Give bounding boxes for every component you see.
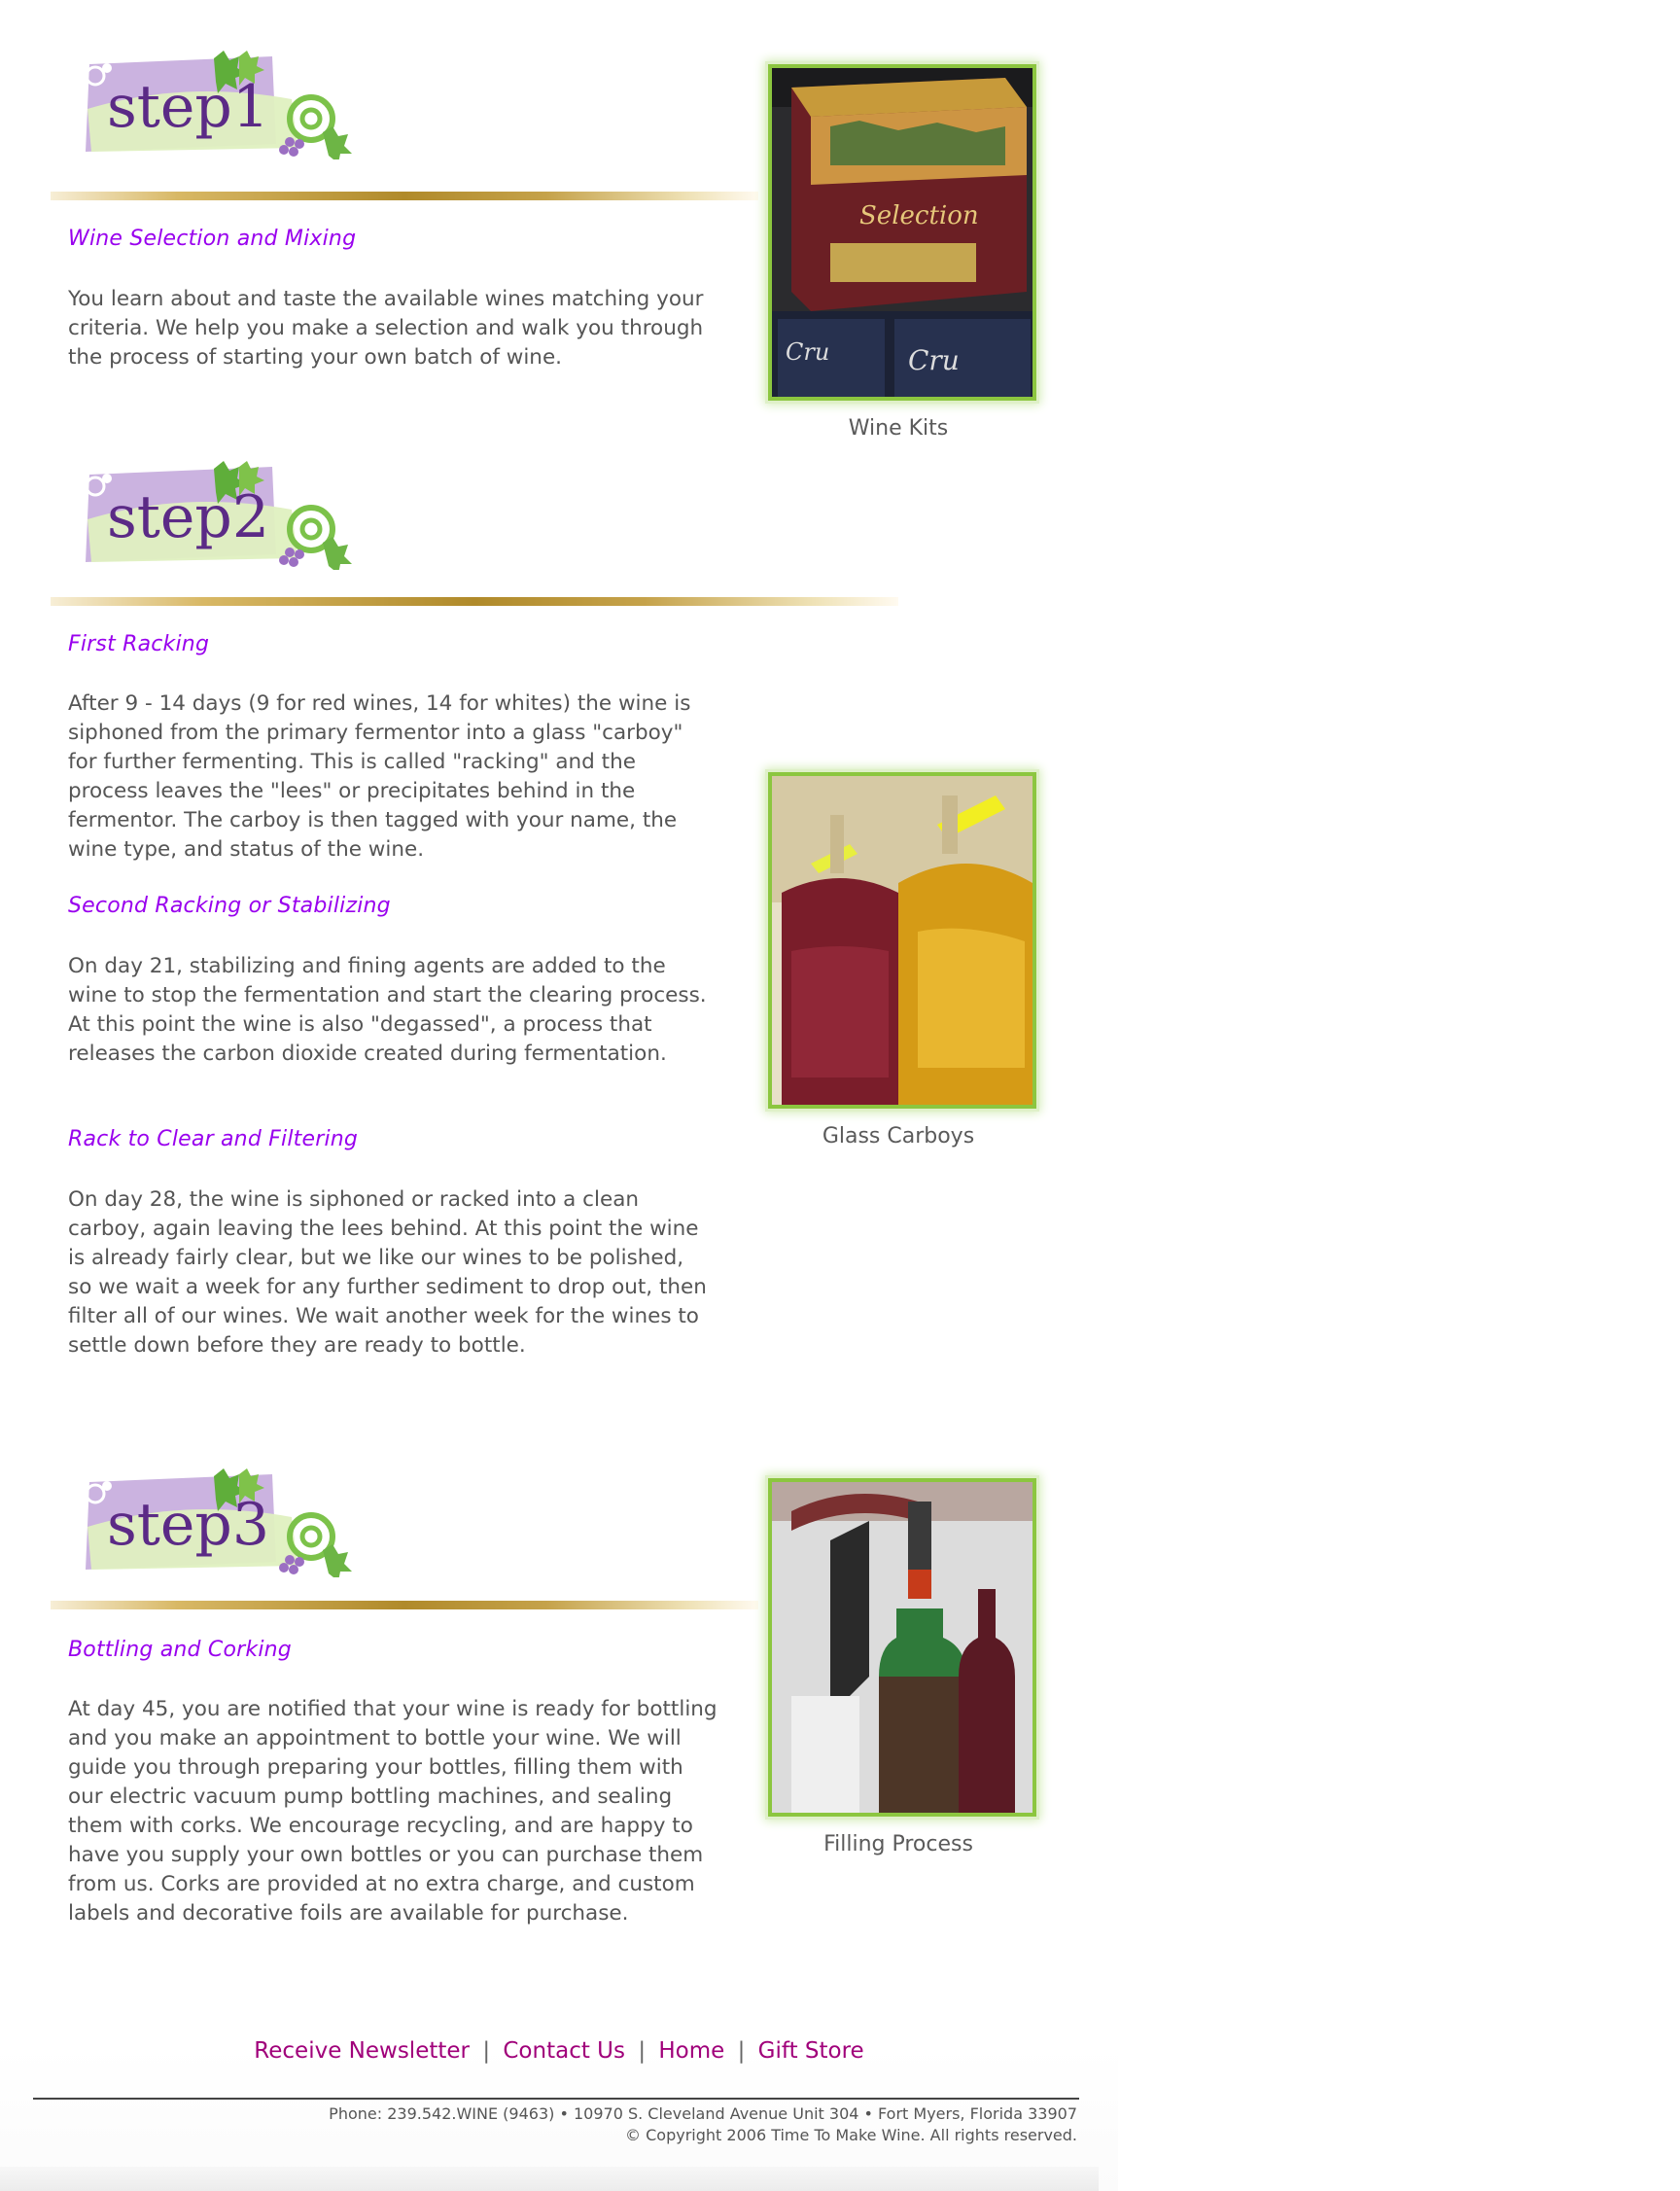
svg-text:Cru: Cru — [908, 344, 960, 376]
svg-text:Cru: Cru — [786, 338, 830, 366]
nav-receive-newsletter[interactable]: Receive Newsletter — [254, 2038, 470, 2064]
nav-separator: | — [737, 2038, 746, 2064]
photo-caption: Glass Carboys — [822, 1124, 975, 1149]
glass-carboys-photo — [768, 772, 1036, 1109]
step1-logo — [68, 51, 360, 159]
section-heading: Bottling and Corking — [68, 1638, 292, 1662]
step2-logo — [68, 461, 360, 570]
section-body: On day 21, stabilizing and fining agents are added to the wine to stop the fermentation and start the clearing process. At this point the wine is also "degassed", a process that releases the carbon dioxide created during fermentation. — [68, 954, 707, 1066]
nav-separator: | — [482, 2038, 491, 2064]
section-heading: Rack to Clear and Filtering — [68, 1127, 359, 1151]
nav-separator: | — [638, 2038, 647, 2064]
section-heading: Wine Selection and Mixing — [68, 227, 357, 251]
section-body: You learn about and taste the available wines matching your criteria. We help you make a selection and walk you through the process of starting your own batch of wine. — [68, 287, 704, 370]
svg-text:step1: step1 — [107, 73, 269, 141]
svg-text:Selection: Selection — [859, 201, 979, 230]
svg-text:step3: step3 — [107, 1491, 269, 1559]
nav-home[interactable]: Home — [658, 2038, 725, 2064]
section-heading: Second Racking or Stabilizing — [68, 894, 391, 918]
wine-kits-photo — [768, 64, 1036, 401]
nav-contact-us[interactable]: Contact Us — [503, 2038, 625, 2064]
section-heading: First Racking — [68, 632, 210, 656]
step1-divider — [51, 192, 758, 200]
section-body: At day 45, you are notified that your wine is ready for bottling and you make an appointment to bottle your wine. We will guide you through preparing your bottles, filling them with our electric vacuum pump bottling machines, and sealing them with corks. We encourage recycling, and are happy to have you supply your own bottles or you can purchase them from us. Corks are provided at no extra charge, and custom labels and decorative foils are available for purchase. — [68, 1697, 718, 1926]
footer-nav — [0, 2038, 1118, 2064]
footer-divider — [33, 2098, 1079, 2100]
footer-contact-info — [329, 2103, 1077, 2146]
filling-process-photo — [768, 1478, 1036, 1817]
footer-address: Phone: 239.542.WINE (9463) • 10970 S. Cleveland Avenue Unit 304 • Fort Myers, Florida 33907 — [329, 2104, 1077, 2123]
section-body: On day 28, the wine is siphoned or racked into a clean carboy, again leaving the lees behind. At this point the wine is already fairly clear, but we like our wines to be polished, so we wait a week for any further sediment to drop out, then filter all of our wines. We wait another week for the wines to settle down before they are ready to bottle. — [68, 1187, 707, 1358]
photo-caption: Filling Process — [823, 1832, 973, 1856]
bottom-strip — [0, 2167, 1099, 2191]
step3-logo — [68, 1468, 360, 1577]
footer-copyright: © Copyright 2006 Time To Make Wine. All rights reserved. — [625, 2126, 1077, 2144]
section-body: After 9 - 14 days (9 for red wines, 14 for whites) the wine is siphoned from the primary fermentor into a glass "carboy" for further fermenting. This is called "racking" and the process leaves the "lees" or precipitates behind in the fermentor. The carboy is then tagged with your name, the wine type, and status of the wine. — [68, 691, 691, 862]
footer-background — [0, 1984, 1118, 2191]
step3-divider — [51, 1601, 758, 1609]
svg-text:step2: step2 — [107, 483, 269, 551]
step2-divider — [51, 597, 898, 606]
nav-gift-store[interactable]: Gift Store — [757, 2038, 864, 2064]
photo-caption: Wine Kits — [848, 416, 949, 441]
